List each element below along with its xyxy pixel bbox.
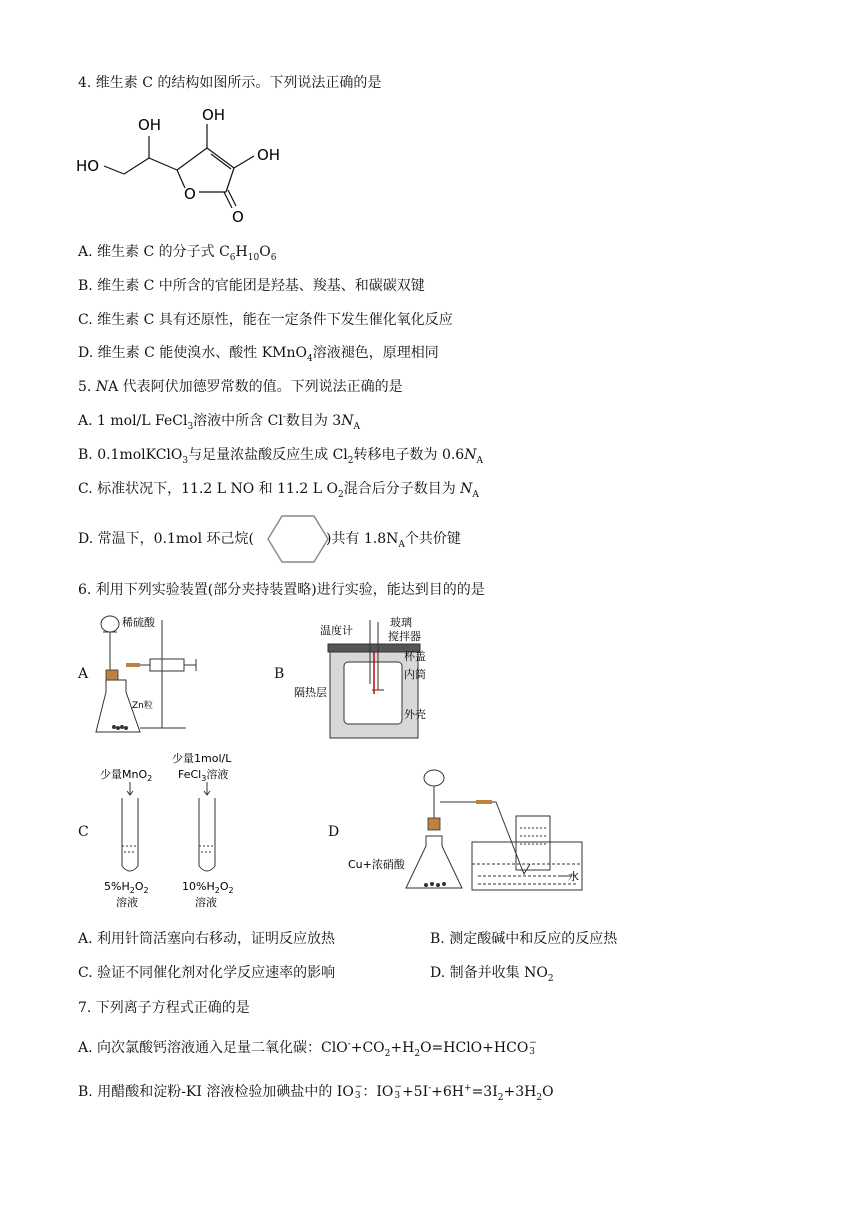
- q6-option-c: C. 验证不同催化剂对化学反应速率的影响: [78, 965, 336, 981]
- vitamin-c-structure: [74, 102, 304, 230]
- q5-option-b: B. 0.1molKClO$_3$与足量浓盐酸反应生成 $Cl_2$转移电子数为 $0.6N_A$: [78, 447, 483, 466]
- fig-c-fecl3-line2: FeCl$_3$溶液: [178, 768, 229, 783]
- q7-option-a: A. 向次氯酸钙溶液通入足量二氧化碳：$ClO^-+CO_2+H_2O=HClO+HCO$ − 3: [78, 1038, 537, 1059]
- q6-option-b: B. 测定酸碱中和反应的反应热: [430, 931, 618, 947]
- fig-d-label: D: [328, 824, 340, 840]
- q5-option-a: A. 1 mol/L FeCl$_3$溶液中所含 Cl-数目为 $3N_A$: [78, 412, 360, 432]
- fig-b-stirrer-label: 搅拌器: [388, 630, 421, 643]
- q5-stem: 5. NA 代表阿伏加德罗常数的值。下列说法正确的是: [78, 379, 403, 395]
- q4-option-a: A. 维生素 C 的分子式 $C_6H_{10}O_6$: [78, 244, 277, 263]
- fig-a-acid-label: 稀硫酸: [122, 616, 155, 629]
- oh-right-label: OH: [257, 146, 281, 164]
- q6-option-d: D. 制备并收集 $NO_2$: [430, 965, 554, 984]
- apparatus-d: [346, 764, 586, 898]
- apparatus-a: [92, 610, 214, 740]
- fig-d-cu-label: Cu+浓硝酸: [348, 858, 405, 871]
- q4-option-d: D. 维生素 C 能使溴水、酸性 KMnO$_4$溶液褪色，原理相同: [78, 345, 439, 364]
- fig-b-glass-label: 玻璃: [390, 616, 412, 629]
- carbonyl-o-label: O: [232, 208, 244, 226]
- fig-c-h2o2-5-label: $5\%H_2O_2$: [104, 880, 149, 895]
- q7-option-b: B. 用醋酸和淀粉-KI 溶液检验加碘盐中的 IO − 3 ：IO − 3 $+5I^-+6H^+=3I_2+3H_2O$: [78, 1082, 554, 1103]
- fig-b-shell-label: 外壳: [404, 708, 426, 721]
- fig-b-thermometer-label: 温度计: [320, 624, 353, 637]
- fig-c-mno2-label: 少量MnO$_2$: [100, 768, 153, 783]
- q4-stem: 4. 维生素 C 的结构如图所示。下列说法正确的是: [78, 75, 382, 91]
- fig-a-zn-label: Zn粒: [132, 701, 153, 711]
- q4-option-b: B. 维生素 C 中所含的官能团是羟基、羧基、和碳碳双键: [78, 278, 425, 294]
- fig-b-lid-label: 杯盖: [404, 650, 426, 663]
- fig-b-inner-label: 内筒: [404, 668, 426, 681]
- cyclohexane-icon: [266, 514, 330, 564]
- q7-stem: 7. 下列离子方程式正确的是: [78, 1000, 250, 1016]
- apparatus-b: [292, 612, 442, 742]
- apparatus-c: [92, 748, 262, 918]
- q4-option-c: C. 维生素 C 具有还原性，能在一定条件下发生催化氧化反应: [78, 312, 453, 328]
- ring-o-label: O: [184, 185, 196, 203]
- fig-c-h2o2-10-label: $10\%H_2O_2$: [182, 880, 234, 895]
- fig-c-label: C: [78, 824, 89, 840]
- fig-a-label: A: [78, 666, 89, 682]
- fig-c-fecl3-line1: 少量1mol/L: [172, 752, 232, 765]
- q5-option-c: C. 标准状况下，11.2 L NO 和 11.2 L $O_2$混合后分子数目为 $N_A$: [78, 481, 479, 500]
- oh-top2-label: OH: [202, 106, 226, 124]
- ho-left-label: HO: [76, 157, 100, 175]
- q6-option-a: A. 利用针筒活塞向右移动，证明反应放热: [78, 931, 336, 947]
- fig-d-water-label: 水: [568, 870, 579, 883]
- q5-option-d: D. 常温下，0.1mol 环己烷( )共有 $1.8N_A$个共价键: [78, 531, 461, 550]
- q6-stem: 6. 利用下列实验装置(部分夹持装置略)进行实验，能达到目的的是: [78, 582, 485, 598]
- oh-top1-label: OH: [138, 116, 162, 134]
- fig-b-label: B: [274, 666, 285, 682]
- fig-c-solution-label-2: 溶液: [195, 896, 217, 909]
- fig-c-solution-label-1: 溶液: [116, 896, 138, 909]
- fig-b-insulation-label: 隔热层: [294, 686, 327, 699]
